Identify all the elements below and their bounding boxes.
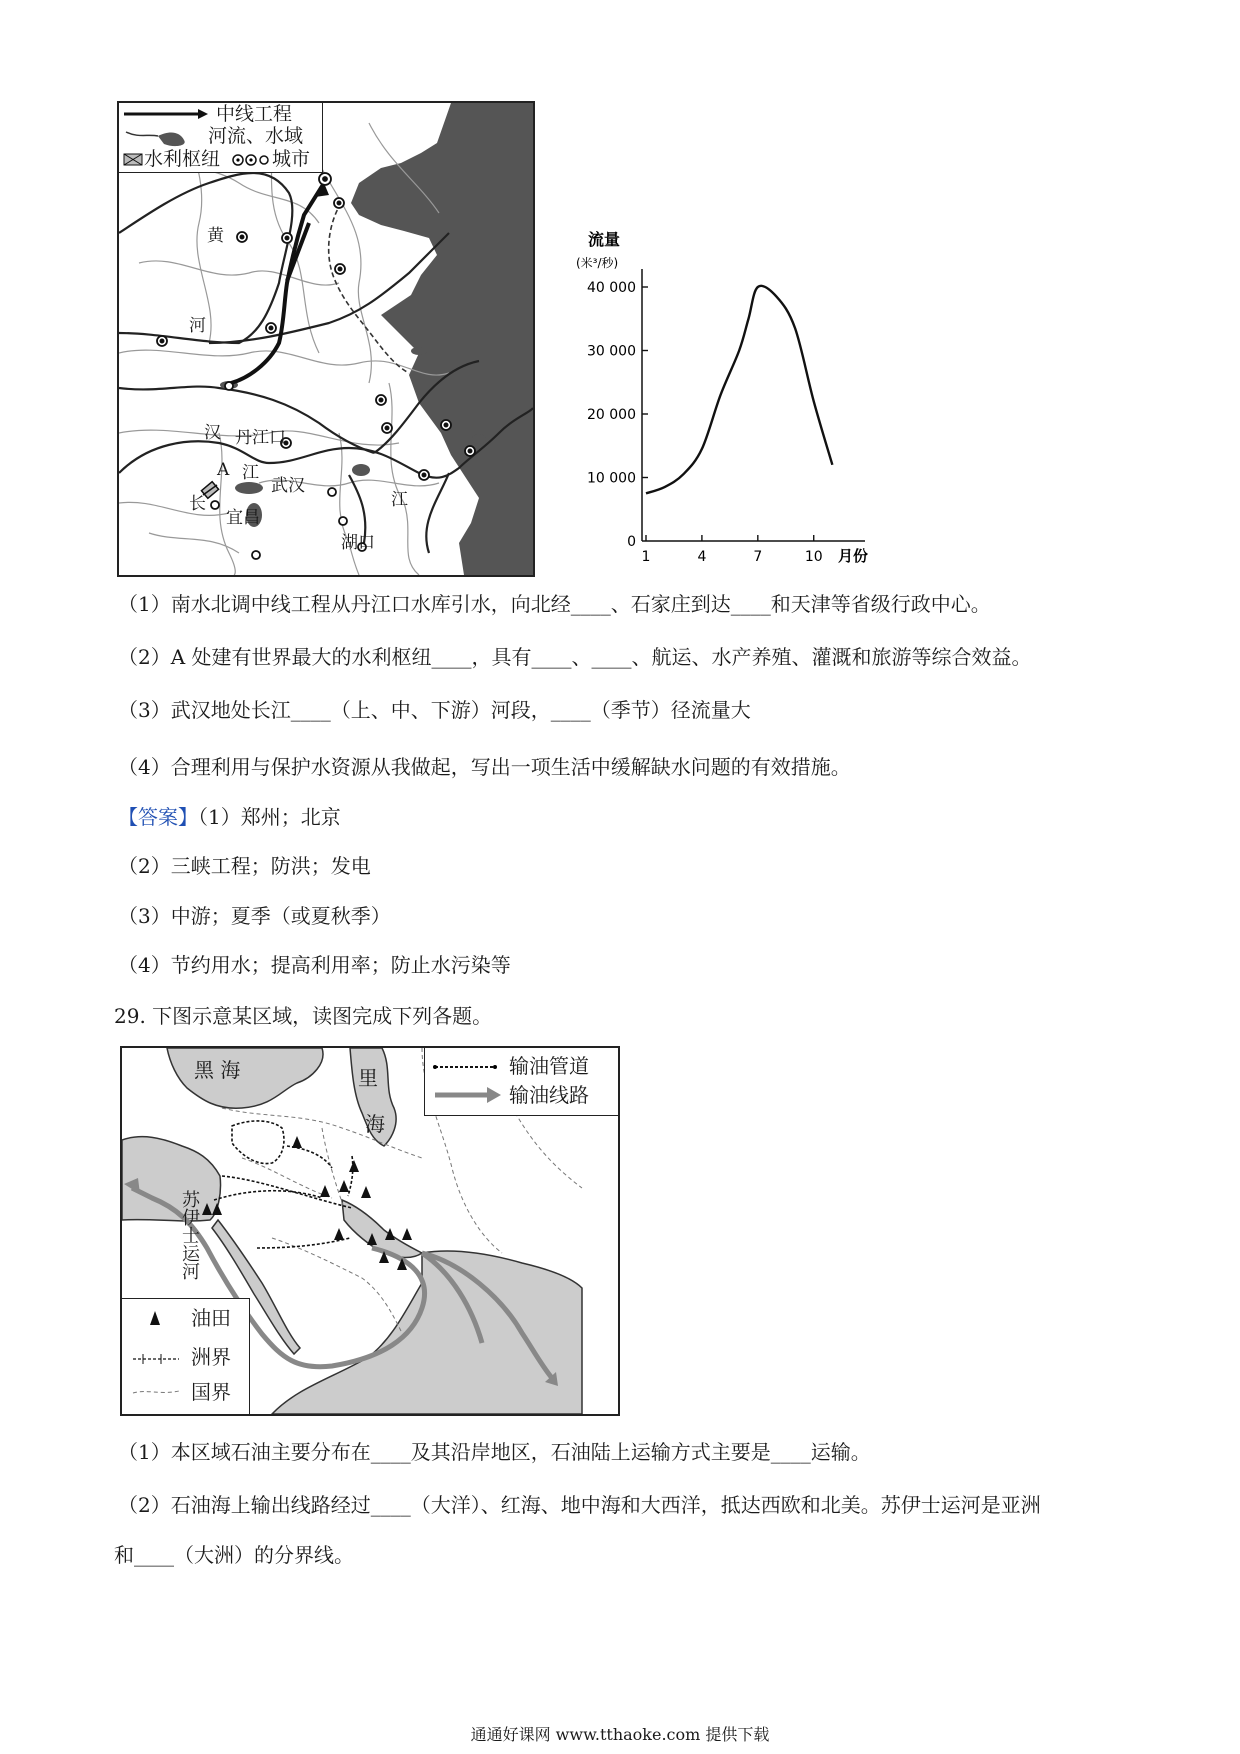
chart-y-tick-label: 0 xyxy=(627,534,636,550)
chart-ticks xyxy=(587,280,823,565)
answer-tag: 【答案】 xyxy=(118,805,198,829)
label-black-sea: 黑 海 xyxy=(194,1058,241,1082)
south-north-water-map xyxy=(117,101,535,577)
legend-city-label: 城市 xyxy=(272,148,311,170)
legend-river-label: 河流、水域 xyxy=(208,125,304,147)
map2-legend-bottom xyxy=(120,1298,250,1416)
q29-question-2a: （2）石油海上输出线路经过____（大洋）、红海、地中海和大西洋，抵达西欧和北美。苏伊士运河是亚洲 xyxy=(118,1493,1041,1517)
chart-series-line xyxy=(646,286,832,493)
legend-continent-label: 洲界 xyxy=(191,1345,231,1369)
chart-y-tick-label: 30 000 xyxy=(587,343,636,360)
legend-pipeline-label: 输油管道 xyxy=(509,1054,589,1078)
label-chang: 长 xyxy=(189,494,206,514)
q29-question-1: （1）本区域石油主要分布在____及其沿岸地区，石油陆上运输方式主要是____运输。 xyxy=(118,1440,871,1464)
sea-area xyxy=(351,103,533,575)
label-caspian-li: 里 xyxy=(358,1066,378,1090)
chart-x-tick-label: 4 xyxy=(697,549,707,565)
chart-y-tick-label: 10 000 xyxy=(587,470,636,487)
legend-route-label: 中线工程 xyxy=(216,103,293,125)
label-han: 汉 xyxy=(204,423,221,443)
black-sea xyxy=(167,1048,323,1108)
q28-answer-4: （4）节约用水；提高利用率；防止水污染等 xyxy=(118,953,511,977)
q28-question-2: （2）A 处建有世界最大的水利枢纽____，具有____、____、航运、水产养殖、灌溉和旅游等综合效益。 xyxy=(118,645,1032,669)
pipeline-2 xyxy=(222,1176,352,1208)
q28-answer-2: （2）三峡工程；防洪；发电 xyxy=(118,854,371,878)
label-huang: 黄 xyxy=(207,226,224,246)
label-danjiangkou: 丹江口 xyxy=(235,428,286,448)
chart-axes xyxy=(642,269,865,541)
chart-x-tick-label: 1 xyxy=(641,549,651,565)
label-suez-canal: 苏伊士运河 xyxy=(179,1190,200,1280)
legend-route-label-2: 输油线路 xyxy=(509,1083,589,1107)
pipeline-6 xyxy=(348,1156,353,1196)
pipeline-5 xyxy=(287,1146,332,1168)
q29-title: 29. 下图示意某区域，读图完成下列各题。 xyxy=(114,1004,493,1028)
label-A: A xyxy=(217,460,230,480)
arabian-sea xyxy=(272,1251,582,1414)
label-yichang: 宜昌 xyxy=(226,508,260,528)
q28-answer-3: （3）中游；夏季（或夏秋季） xyxy=(118,904,391,928)
label-jiang-chang: 江 xyxy=(391,490,408,510)
map1-drawing xyxy=(119,103,533,575)
chart-x-tick-label: 10 xyxy=(804,549,823,565)
middle-east-oil-map xyxy=(120,1046,620,1416)
chart-xlabel: 月份 xyxy=(838,547,869,565)
chart-yunit: (米³/秒) xyxy=(576,256,619,270)
q28-question-3: （3）武汉地处长江____（上、中、下游）河段，____（季节）径流量大 xyxy=(118,698,751,722)
map1-legend xyxy=(117,101,323,173)
label-caspian-hai: 海 xyxy=(365,1112,385,1136)
chart-y-tick-label: 40 000 xyxy=(587,280,636,296)
pipeline-1 xyxy=(232,1121,284,1164)
flow-line-chart xyxy=(560,215,870,575)
map2-legend-top xyxy=(424,1046,620,1116)
chart-ylabel: 流量 xyxy=(588,230,621,249)
chart-y-tick-label: 20 000 xyxy=(587,407,636,423)
legend-oilfield-label: 油田 xyxy=(191,1306,231,1330)
legend-hub-label: 水利枢纽 xyxy=(144,148,221,170)
label-wuhan: 武汉 xyxy=(271,476,305,496)
label-he: 河 xyxy=(189,316,206,336)
q29-question-2b: 和____（大洲）的分界线。 xyxy=(114,1543,354,1567)
page-footer: 通通好课网 www.tthaoke.com 提供下载 xyxy=(470,1725,770,1744)
legend-country-label: 国界 xyxy=(191,1380,231,1404)
q28-question-1: （1）南水北调中线工程从丹江口水库引水，向北经____、石家庄到达____和天津等省级行政中心。 xyxy=(118,592,991,616)
label-jiang-han: 江 xyxy=(242,463,259,483)
answer-1-text: （1）郑州；北京 xyxy=(198,805,341,829)
label-hukou: 湖口 xyxy=(341,533,375,553)
chart-x-tick-label: 7 xyxy=(753,549,763,565)
q28-question-4: （4）合理利用与保护水资源从我做起，写出一项生活中缓解缺水问题的有效措施。 xyxy=(118,755,851,779)
q28-answer-1 xyxy=(118,803,341,831)
